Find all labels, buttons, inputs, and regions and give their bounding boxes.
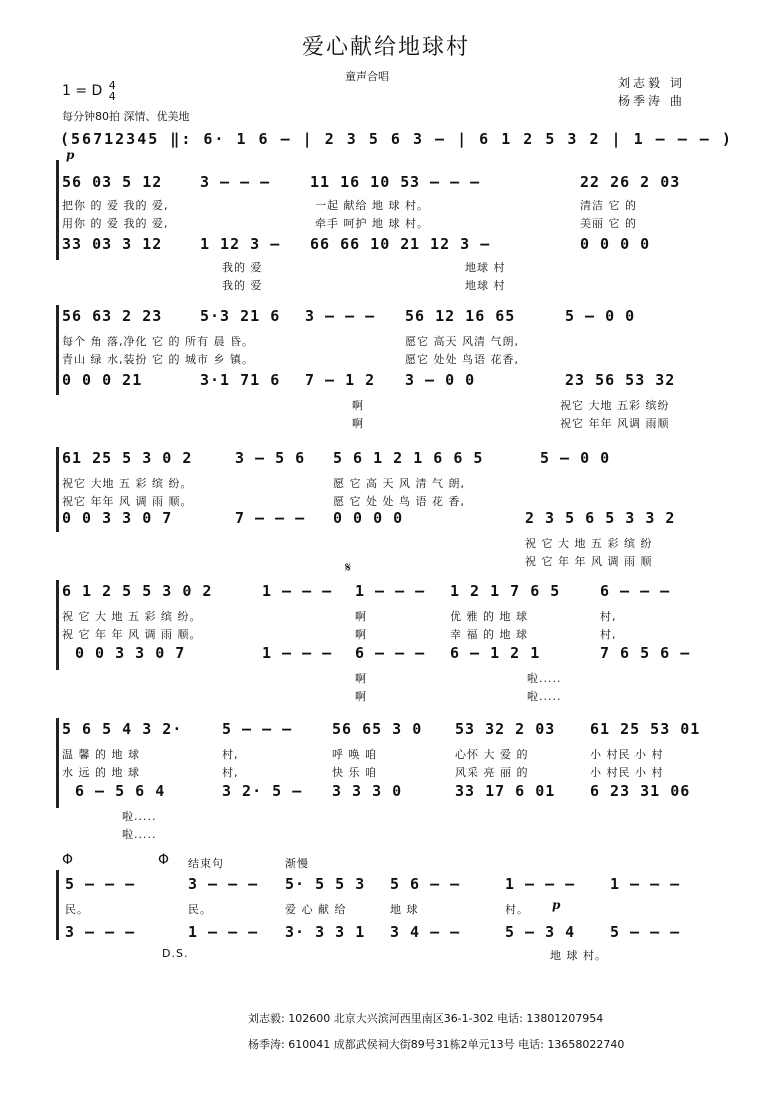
lyric-cell: 一起 献给 地 球 村。 bbox=[315, 199, 429, 212]
notation-row bbox=[0, 235, 772, 255]
notation-row bbox=[0, 449, 772, 469]
lyric-cell: 民。 bbox=[188, 903, 212, 916]
notation-cell: 0 0 0 21 bbox=[62, 371, 143, 389]
notation-cell: 6 – 1 2 1 bbox=[450, 644, 541, 662]
lyric-row bbox=[0, 746, 772, 766]
notation-row bbox=[0, 720, 772, 740]
lyric-row bbox=[0, 947, 772, 967]
lyric-row bbox=[0, 670, 772, 690]
lyric-cell: 祝 它 年 年 风 调 雨 顺 bbox=[525, 555, 653, 568]
lyric-cell: 我的 爱 bbox=[222, 261, 263, 274]
lyric-cell: 地 球 bbox=[390, 903, 419, 916]
lyric-cell: 渐慢 bbox=[285, 857, 309, 870]
notation-cell: 56 65 3 0 bbox=[332, 720, 423, 738]
notation-row bbox=[0, 875, 772, 895]
lyric-cell: 祝 它 大 地 五 彩 缤 纷。 bbox=[62, 610, 202, 623]
lyric-cell: 民。 bbox=[65, 903, 89, 916]
notation-cell: 66 66 10 2 bbox=[310, 235, 411, 253]
lyric-cell: 地 球 村。 bbox=[550, 949, 607, 962]
notation-cell: 5 – – – bbox=[65, 875, 136, 893]
lyric-cell: 啦..... bbox=[122, 810, 157, 823]
notation-cell: 3 2· 5 – bbox=[222, 782, 303, 800]
lyric-row bbox=[0, 901, 772, 921]
notation-cell: 3· 3 3 1 bbox=[285, 923, 366, 941]
notation-cell: 6 – – – bbox=[600, 582, 671, 600]
notation-cell: 3 4 – – bbox=[390, 923, 461, 941]
notation-cell: 3 – – – bbox=[65, 923, 136, 941]
lyric-cell: 地球 村 bbox=[465, 261, 506, 274]
lyric-row bbox=[0, 764, 772, 784]
lyric-row bbox=[0, 197, 772, 217]
notation-cell: 1 – – – bbox=[505, 875, 576, 893]
lyric-cell: 牵手 呵护 地 球 村。 bbox=[315, 217, 429, 230]
lyric-row bbox=[0, 808, 772, 828]
lyric-cell: 祝它 年年 风 调 雨 顺。 bbox=[62, 495, 193, 508]
lyric-cell: 村, bbox=[600, 610, 617, 623]
lyric-cell: 村。 bbox=[505, 903, 529, 916]
notation-cell: 1 12 3 – bbox=[410, 235, 491, 253]
coda-icon-left: Φ bbox=[62, 852, 74, 868]
lyric-cell: 愿它 处处 鸟语 花香, bbox=[405, 353, 519, 366]
lyric-cell: 每个 角 落,净化 它 的 所有 晨 昏。 bbox=[62, 335, 254, 348]
lyric-cell: 我的 爱 bbox=[222, 279, 263, 292]
lyric-cell: 地球 村 bbox=[465, 279, 506, 292]
intro-line: (56712345 ‖: 6· 1 6 – | 2 3 5 6 3 – | 6 1 2 5 3 2 | 1 – – – ) bbox=[60, 130, 733, 148]
notation-cell: 22 26 2 03 bbox=[580, 173, 681, 191]
notation-row bbox=[0, 509, 772, 529]
notation-cell: 5· 5 5 3 bbox=[285, 875, 366, 893]
lyric-cell: 啊 bbox=[355, 672, 367, 685]
notation-cell: 0 0 3 3 0 7 bbox=[75, 644, 186, 662]
lyric-cell: 小 村民 小 村 bbox=[590, 748, 664, 761]
notation-cell: 6 – 5 6 4 bbox=[75, 782, 166, 800]
lyric-cell: 啊 bbox=[352, 399, 364, 412]
lyric-row bbox=[0, 626, 772, 646]
lyric-row bbox=[0, 333, 772, 353]
notation-cell: 3 – – – bbox=[305, 307, 376, 325]
lyric-cell: 优 雅 的 地 球 bbox=[450, 610, 528, 623]
lyric-cell: 风采 亮 丽 的 bbox=[455, 766, 529, 779]
notation-cell: 1 2 1 7 6 5 bbox=[450, 582, 561, 600]
lyric-cell: 青山 绿 水,装扮 它 的 城市 乡 镇。 bbox=[62, 353, 254, 366]
lyric-cell: 祝它 大地 五彩 缤纷 bbox=[560, 399, 670, 412]
lyric-cell: 小 村民 小 村 bbox=[590, 766, 664, 779]
lyric-cell: 村, bbox=[600, 628, 617, 641]
lyric-cell: 啊 bbox=[355, 610, 367, 623]
notation-cell: 0 0 0 0 bbox=[333, 509, 404, 527]
lyric-row bbox=[0, 397, 772, 417]
notation-cell: 5·3 21 6 bbox=[200, 307, 281, 325]
notation-cell: 3 – – – bbox=[188, 875, 259, 893]
notation-cell: 23 56 53 32 bbox=[565, 371, 676, 389]
lyric-cell: 把你 的 爱 我的 爱, bbox=[62, 199, 169, 212]
lyric-row bbox=[0, 415, 772, 435]
dynamic-p-marker: p bbox=[66, 148, 75, 162]
notation-row bbox=[0, 173, 772, 193]
lyric-cell: 祝 它 大 地 五 彩 缤 纷 bbox=[525, 537, 653, 550]
lyric-row bbox=[0, 826, 772, 846]
lyric-cell: 愿 它 处 处 鸟 语 花 香, bbox=[333, 495, 465, 508]
segno-icon: 𝄋 bbox=[345, 560, 352, 576]
lyric-cell: 啦..... bbox=[122, 828, 157, 841]
dynamic-p-marker-end: p bbox=[552, 898, 561, 912]
lyric-cell: 温 馨 的 地 球 bbox=[62, 748, 140, 761]
notation-cell: 61 25 53 01 bbox=[590, 720, 701, 738]
performance-note: 童声合唱 bbox=[345, 70, 389, 83]
notation-cell: 1 12 3 – bbox=[200, 235, 281, 253]
composer-credit: 杨季涛 曲 bbox=[618, 94, 685, 108]
lyric-row bbox=[0, 259, 772, 279]
lyric-cell: 祝它 大地 五 彩 缤 纷。 bbox=[62, 477, 193, 490]
notation-cell: 5 6 5 4 3 2· bbox=[62, 720, 183, 738]
notation-cell: 3 – – – bbox=[410, 173, 481, 191]
notation-cell: 5 6 1 2 1 6 6 5 bbox=[333, 449, 484, 467]
notation-cell: 6 1 2 5 5 3 0 2 bbox=[62, 582, 213, 600]
system-brace bbox=[56, 870, 59, 940]
lyric-cell: 祝 它 年 年 风 调 雨 顺。 bbox=[62, 628, 202, 641]
lyric-row bbox=[0, 277, 772, 297]
lyric-row bbox=[0, 351, 772, 371]
lyric-cell: 美丽 它 的 bbox=[580, 217, 637, 230]
lyric-cell: 啊 bbox=[352, 417, 364, 430]
coda-icon-right: Φ bbox=[158, 852, 170, 868]
lyric-cell: D.S. bbox=[162, 947, 189, 960]
notation-cell: 33 03 3 12 bbox=[62, 235, 163, 253]
notation-cell: 0 0 0 0 bbox=[580, 235, 651, 253]
notation-cell: 1 – – – bbox=[262, 644, 333, 662]
notation-cell: 1 – – – bbox=[188, 923, 259, 941]
notation-cell: 3·1 71 6 bbox=[200, 371, 281, 389]
notation-cell: 6 23 31 06 bbox=[590, 782, 691, 800]
lyric-cell: 快 乐 咱 bbox=[332, 766, 377, 779]
notation-cell: 7 6 5 6 – bbox=[600, 644, 691, 662]
lyric-cell: 爱 心 献 给 bbox=[285, 903, 347, 916]
notation-cell: 5 6 – – bbox=[390, 875, 461, 893]
key-signature bbox=[62, 80, 116, 102]
system-brace bbox=[56, 580, 59, 670]
notation-cell: 3 – 0 0 bbox=[405, 371, 476, 389]
lyric-cell: 用你 的 爱 我的 爱, bbox=[62, 217, 169, 230]
contact-lyricist: 刘志毅: 102600 北京大兴滨河西里南区36-1-302 电话: 13801207954 bbox=[248, 1012, 604, 1025]
system-brace bbox=[56, 718, 59, 808]
key-label: 1 = D bbox=[62, 83, 103, 99]
notation-row bbox=[0, 582, 772, 602]
lyric-cell: 心怀 大 爱 的 bbox=[455, 748, 529, 761]
lyric-cell: 水 远 的 地 球 bbox=[62, 766, 140, 779]
notation-cell: 53 32 2 03 bbox=[455, 720, 556, 738]
notation-cell: 5 – – – bbox=[610, 923, 681, 941]
notation-cell: 1 – – – bbox=[610, 875, 681, 893]
notation-cell: 2 3 5 6 5 3 3 2 bbox=[525, 509, 676, 527]
notation-cell: 56 63 2 23 bbox=[62, 307, 163, 325]
tempo-marking: 每分钟80拍 深情、优美地 bbox=[62, 110, 190, 123]
contact-composer: 杨季涛: 610041 成都武侯祠大街89号31栋2单元13号 电话: 13658022740 bbox=[248, 1038, 625, 1051]
lyricist-credit: 刘志毅 词 bbox=[618, 76, 685, 90]
lyric-cell: 啊 bbox=[355, 628, 367, 641]
notation-cell: 6 – – – bbox=[355, 644, 426, 662]
lyric-cell: 村, bbox=[222, 766, 239, 779]
time-bottom: 4 bbox=[108, 90, 116, 103]
notation-cell: 7 – – – bbox=[235, 509, 306, 527]
lyric-row bbox=[0, 475, 772, 495]
lyric-row bbox=[0, 215, 772, 235]
notation-cell: 5 – 0 0 bbox=[540, 449, 611, 467]
notation-cell: 3 3 3 0 bbox=[332, 782, 403, 800]
notation-row bbox=[0, 923, 772, 943]
lyric-cell: 愿 它 高 天 风 清 气 朗, bbox=[333, 477, 465, 490]
lyric-row bbox=[0, 553, 772, 573]
lyric-row bbox=[0, 855, 772, 875]
lyric-row bbox=[0, 688, 772, 708]
notation-row bbox=[0, 371, 772, 391]
lyric-cell: 结束句 bbox=[188, 857, 224, 870]
notation-cell: 7 – 1 2 bbox=[305, 371, 376, 389]
notation-cell: 56 03 5 12 bbox=[62, 173, 163, 191]
lyric-cell: 愿它 高天 风清 气朗, bbox=[405, 335, 519, 348]
notation-cell: 61 25 5 3 0 2 bbox=[62, 449, 193, 467]
lyric-cell: 清洁 它 的 bbox=[580, 199, 637, 212]
notation-row bbox=[0, 644, 772, 664]
system-brace bbox=[56, 305, 59, 395]
notation-cell: 5 – – – bbox=[222, 720, 293, 738]
notation-cell: 1 – – – bbox=[262, 582, 333, 600]
notation-cell: 56 12 16 65 bbox=[405, 307, 516, 325]
notation-row bbox=[0, 307, 772, 327]
notation-row bbox=[0, 782, 772, 802]
lyric-cell: 幸 福 的 地 球 bbox=[450, 628, 528, 641]
time-top: 4 bbox=[108, 79, 116, 92]
lyric-row bbox=[0, 535, 772, 555]
lyric-cell: 啦..... bbox=[527, 672, 562, 685]
time-signature bbox=[109, 80, 116, 102]
song-title: 爱心献给地球村 bbox=[301, 35, 470, 60]
notation-cell: 1 – – – bbox=[355, 582, 426, 600]
lyric-cell: 祝它 年年 风调 雨顺 bbox=[560, 417, 670, 430]
system-brace bbox=[56, 160, 59, 260]
notation-cell: 5 – 3 4 bbox=[505, 923, 576, 941]
lyric-cell: 啦..... bbox=[527, 690, 562, 703]
notation-cell: 3 – 5 6 bbox=[235, 449, 306, 467]
notation-cell: 33 17 6 01 bbox=[455, 782, 556, 800]
system-brace bbox=[56, 447, 59, 532]
lyric-cell: 啊 bbox=[355, 690, 367, 703]
lyric-row bbox=[0, 608, 772, 628]
notation-cell: 11 16 10 5 bbox=[310, 173, 411, 191]
lyric-cell: 呼 唤 咱 bbox=[332, 748, 377, 761]
notation-cell: 0 0 3 3 0 7 bbox=[62, 509, 173, 527]
notation-cell: 3 – – – bbox=[200, 173, 271, 191]
lyric-cell: 村, bbox=[222, 748, 239, 761]
notation-cell: 5 – 0 0 bbox=[565, 307, 636, 325]
